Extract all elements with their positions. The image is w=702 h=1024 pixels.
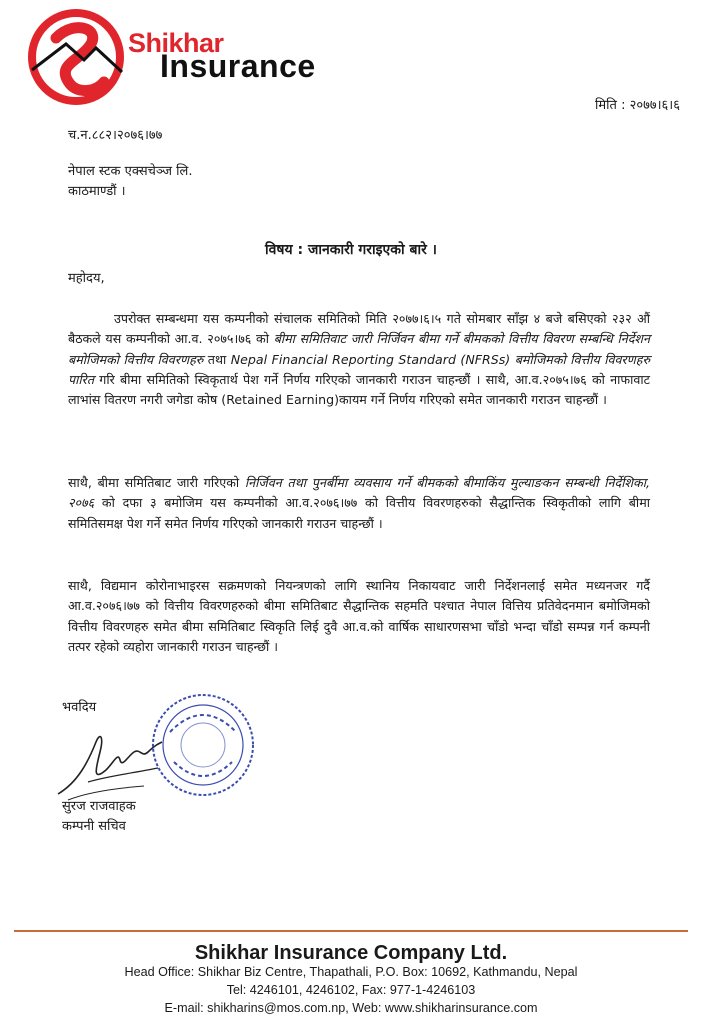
recipient-line-2: काठमाण्डौं ।	[68, 184, 126, 199]
subject-line: विषय : जानकारी गराइएको बारे ।	[265, 242, 437, 258]
paragraph-2-part-b: निर्जिवन तथा पुनर्बीमा व्यवसाय गर्ने बीमकको बीमाकिंय मुल्याङकन सम्बन्धी निर्देशिका, २०७६	[68, 475, 650, 511]
reference-number: च.न.८८२।२०७६।७७	[68, 128, 163, 143]
brand-word-1: Shikhar	[128, 28, 224, 58]
paragraph-1-part-a: उपरोक्त सम्बन्धमा यस कम्पनीको संचालक समितिको मिति २०७७।६।५ गते सोमबार साँझ ४ बजे बसिएको २३२ औं बैठकले यस कम्पनीको आ.व. २०७५।७६ को	[68, 311, 650, 347]
recipient-line-1: नेपाल स्टक एक्सचेञ्ज लि.	[68, 164, 193, 179]
paragraph-2-part-a: साथै, बीमा समितिबाट जारी गरिएको	[68, 475, 245, 490]
brand-word-2: Insurance	[160, 48, 316, 84]
closing: भवदिय	[62, 700, 97, 715]
signer-name: सुरज राजवाहक	[62, 799, 136, 814]
footer-office-address: Head Office: Shikhar Biz Centre, Thapathali, P.O. Box: 10692, Kathmandu, Nepal	[124, 965, 578, 979]
paragraph-1	[68, 309, 650, 410]
paragraph-3: साथै, विद्यमान कोरोनाभाइरस सक्रमणको नियन्त्रणको लागि स्थानिय निकायवाट जारी निर्देशनलाई समेत मध्यनजर गर्दै आ.व.२०७६।७७ को वित्तीय विवरणहरुको बीमा समितिबाट सैद्धान्तिक सहमति पश्चात नेपाल वित्तिय प्रतिवेदनमान बमोजिमको वित्तीय विवरणहरु समेत बीमा समितिबाट स्विकृति लिई दुवै आ.व.को वार्षिक साधारणसभा चाँडो भन्दा चाँडो सम्पन्न गर्न कम्पनी तत्पर रहेको व्यहोरा जानकारी गराउन चाहन्छौं ।	[68, 578, 650, 654]
logo-s-mark	[56, 28, 104, 91]
paragraph-2-part-c: को दफा ३ बमोजिम यस कम्पनीको आ.व.२०७६।७७ को वित्तीय विवरणहरुको सैद्धान्तिक स्विकृतीको लागि बीमा समितिसमक्ष पेश गर्ने समेत निर्णय गरिएको जानकारी गराउन चाहन्छौं ।	[68, 495, 650, 531]
signer-title: कम्पनी सचिव	[62, 819, 126, 834]
letter-date: मिति : २०७७।६।६	[595, 98, 680, 113]
company-stamp	[150, 692, 256, 798]
footer-email-web: E-mail: shikharins@mos.com.np, Web: www.shikharinsurance.com	[164, 1001, 538, 1015]
paragraph-2	[68, 473, 650, 534]
footer-phone-fax: Tel: 4246101, 4246102, Fax: 977-1-4246103	[226, 983, 476, 997]
footer-divider	[14, 930, 688, 932]
paragraph-1-part-e: गरि बीमा समितिको स्विकृतार्थ पेश गर्ने निर्णय गरिएको जानकारी गराउन चाहन्छौं । साथै, आ.व.२०७५।७६ को नाफावाट लाभांस वितरण नगरी जगेडा कोष (Retained Earning)कायम गर्ने निर्णय गरिएको समेत जानकारी गराउन चाहन्छौं ।	[68, 371, 650, 408]
footer-company-name: Shikhar Insurance Company Ltd.	[194, 942, 508, 964]
paragraph-1-part-c: तथा	[203, 351, 231, 367]
paragraph-1-part-b: बीमा समितिवाट जारी निर्जिवन बीमा गर्ने बीमकको वित्तीय विवरण सम्बन्धि निर्देशन बमोजिमको वित्तीय विवरणहरु	[68, 331, 650, 367]
salutation: महोदय,	[68, 271, 105, 286]
paragraph-1-part-d: Nepal Financial Reporting Standard (NFRSs) बमोजिमको वित्तीय विवरणहरु पारित	[68, 351, 650, 387]
